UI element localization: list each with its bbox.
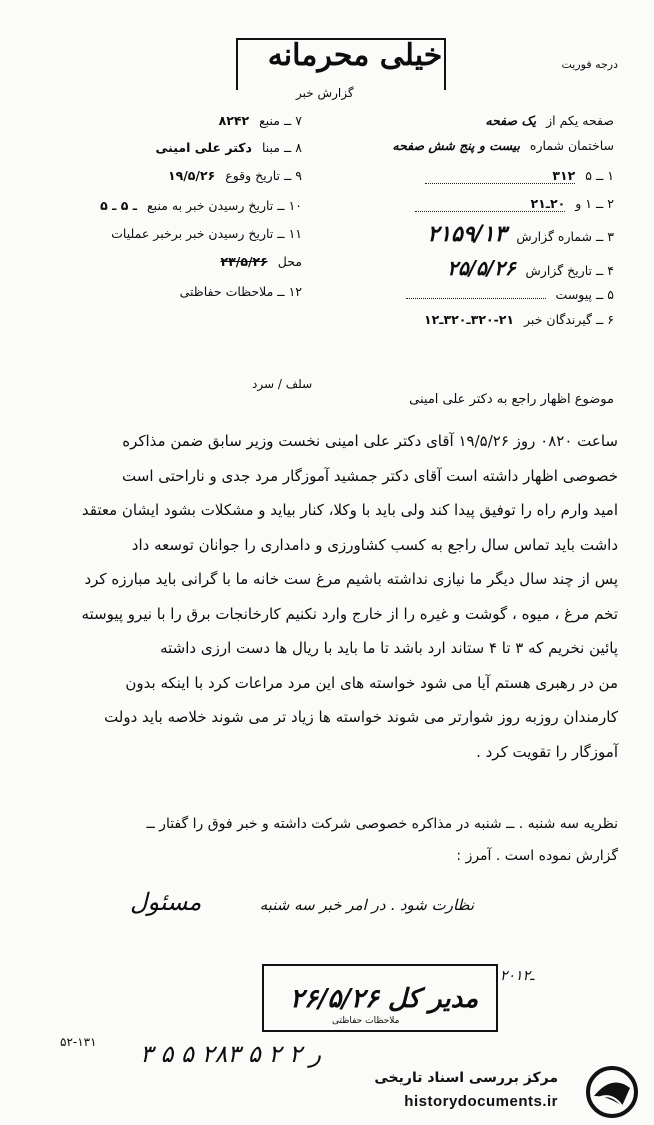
handwritten-mark: سلف / سرد <box>252 377 313 391</box>
field-page: صفحه یکم از یک صفحه <box>485 113 614 128</box>
archive-logo-icon <box>582 1066 642 1118</box>
field-2: ۲ ــ ۱ و ۲۰ـ۲۱ <box>409 196 614 212</box>
footer-stamp-text: ۲۶/۵/۲۶ مدیر کل <box>290 984 479 1014</box>
field-report-number: ۳ ــ شماره گزارش ۲۱۵۹/۱۳ <box>427 222 614 247</box>
document-code: ۵۲-۱۳۱ <box>60 1035 97 1049</box>
field-occurrence-date: ۹ ــ تاریخ وقوع ۱۹/۵/۲۶ <box>167 168 302 183</box>
body-line: آموزگار را تقویت کرد . <box>476 742 618 761</box>
footer-reference: ۲۰ـ۱۲ <box>500 968 535 984</box>
body-line: من در رهبری هستم آیا می شود خواسته های این مرد مراعات کرد با اینکه بدون <box>125 673 618 692</box>
handwritten-instruction: نظارت شود . در امر خبر سه شنبه <box>259 896 474 914</box>
field-received-by-operations: ۱۱ ــ تاریخ رسیدن خبر برخبر عملیات <box>111 226 302 241</box>
field-report-date: ۴ ــ تاریخ گزارش ۲۵/۵/۲۶ <box>447 256 614 280</box>
footer-stamp-caption: ملاحظات حفاظتی <box>332 1016 400 1026</box>
handwritten-bottom-note: ۳ ۵ ۵ ر ۲ ۲ ۵ ۲۸۳ <box>140 1040 322 1068</box>
urgency-degree-label: درجه فوریت <box>561 58 618 71</box>
archive-logo-url: historydocuments.ir <box>404 1093 558 1110</box>
assessment-note: نظریه سه شنبه . ــ شنبه در مذاکره خصوصی شرکت داشته و خبر فوق را گفتار ــ <box>146 816 618 832</box>
field-security-notes: ۱۲ ــ ملاحظات حفاظتی <box>179 284 302 299</box>
body-line: پس از چند سال دیگر ما نیازی نداشته باشیم مرغ ست خانه ما با گرانی باید مبارزه کرد <box>84 570 618 588</box>
field-recipients: ۶ ــ گیرندگان خبر ۲۱-۳۲۰ـ۳۲۰ـ۱۲ <box>423 312 614 327</box>
report-body <box>28 424 618 769</box>
body-line: تخم مرغ ، میوه ، گوشت و غیره را از خارج وارد نکنیم کارخانجات برق را با نیرو پیوسته <box>81 604 618 623</box>
reported-line: گزارش نموده است . آمرز : <box>456 848 618 864</box>
archive-logo-name: مرکز بررسی اسناد تاریخی <box>374 1070 558 1086</box>
body-line: پائین نخریم که ۳ تا ۴ ستاند ارد باشد تا ما باید با ریال ها دست ارزی داشته <box>160 639 618 657</box>
handwritten-signature: مسئول <box>130 888 202 916</box>
body-line: خصوصی اظهار داشته است آقای دکتر جمشید آموزگار مرد جدی و ناراحتی است <box>122 466 618 485</box>
field-location: محل ۲۳/۵/۲۶ <box>220 254 302 269</box>
classification-stamp-title: خیلی محرمانه <box>267 38 443 73</box>
body-line: داشت باید تماس سال راجع به کسب کشاورزی و دامداری را جوانان توسعه داد <box>131 535 618 554</box>
footer-approval-stamp <box>262 964 498 1032</box>
field-basis: ۸ ــ مبنا دکتر علی امینی <box>155 140 302 155</box>
field-attachment: ۵ ــ پیوست <box>400 287 614 302</box>
body-line: ساعت ۰۸۲۰ روز ۱۹/۵/۲۶ آقای دکتر علی امینی نخست وزیر سابق ضمن مذاکره <box>122 432 618 450</box>
field-source: ۷ ــ منبع ۸۲۴۲ <box>218 113 302 128</box>
field-building-number: ساختمان شماره بیست و پنج شش صفحه <box>392 138 614 153</box>
field-1: ۱ ــ ۵ ۳۱۲ <box>419 168 614 184</box>
field-received-by-source: ۱۰ ــ تاریخ رسیدن خبر به منبع ـ ۵ ـ ۵ <box>100 198 302 213</box>
subject-line: موضوع اظهار راجع به دکتر علی امینی <box>409 392 614 407</box>
body-line: کارمندان روزبه روز شوارتر می شوند خواسته ها زیاد تر می شوند خلاصه باید دولت <box>104 708 618 726</box>
body-line: امید وارم راه را توفیق پیدا کند ولی باید با وکلا، کنار بیاید و مشکلات بشود ایشان معتقد <box>81 501 618 519</box>
report-type-subtitle: گزارش خبر <box>296 86 354 100</box>
